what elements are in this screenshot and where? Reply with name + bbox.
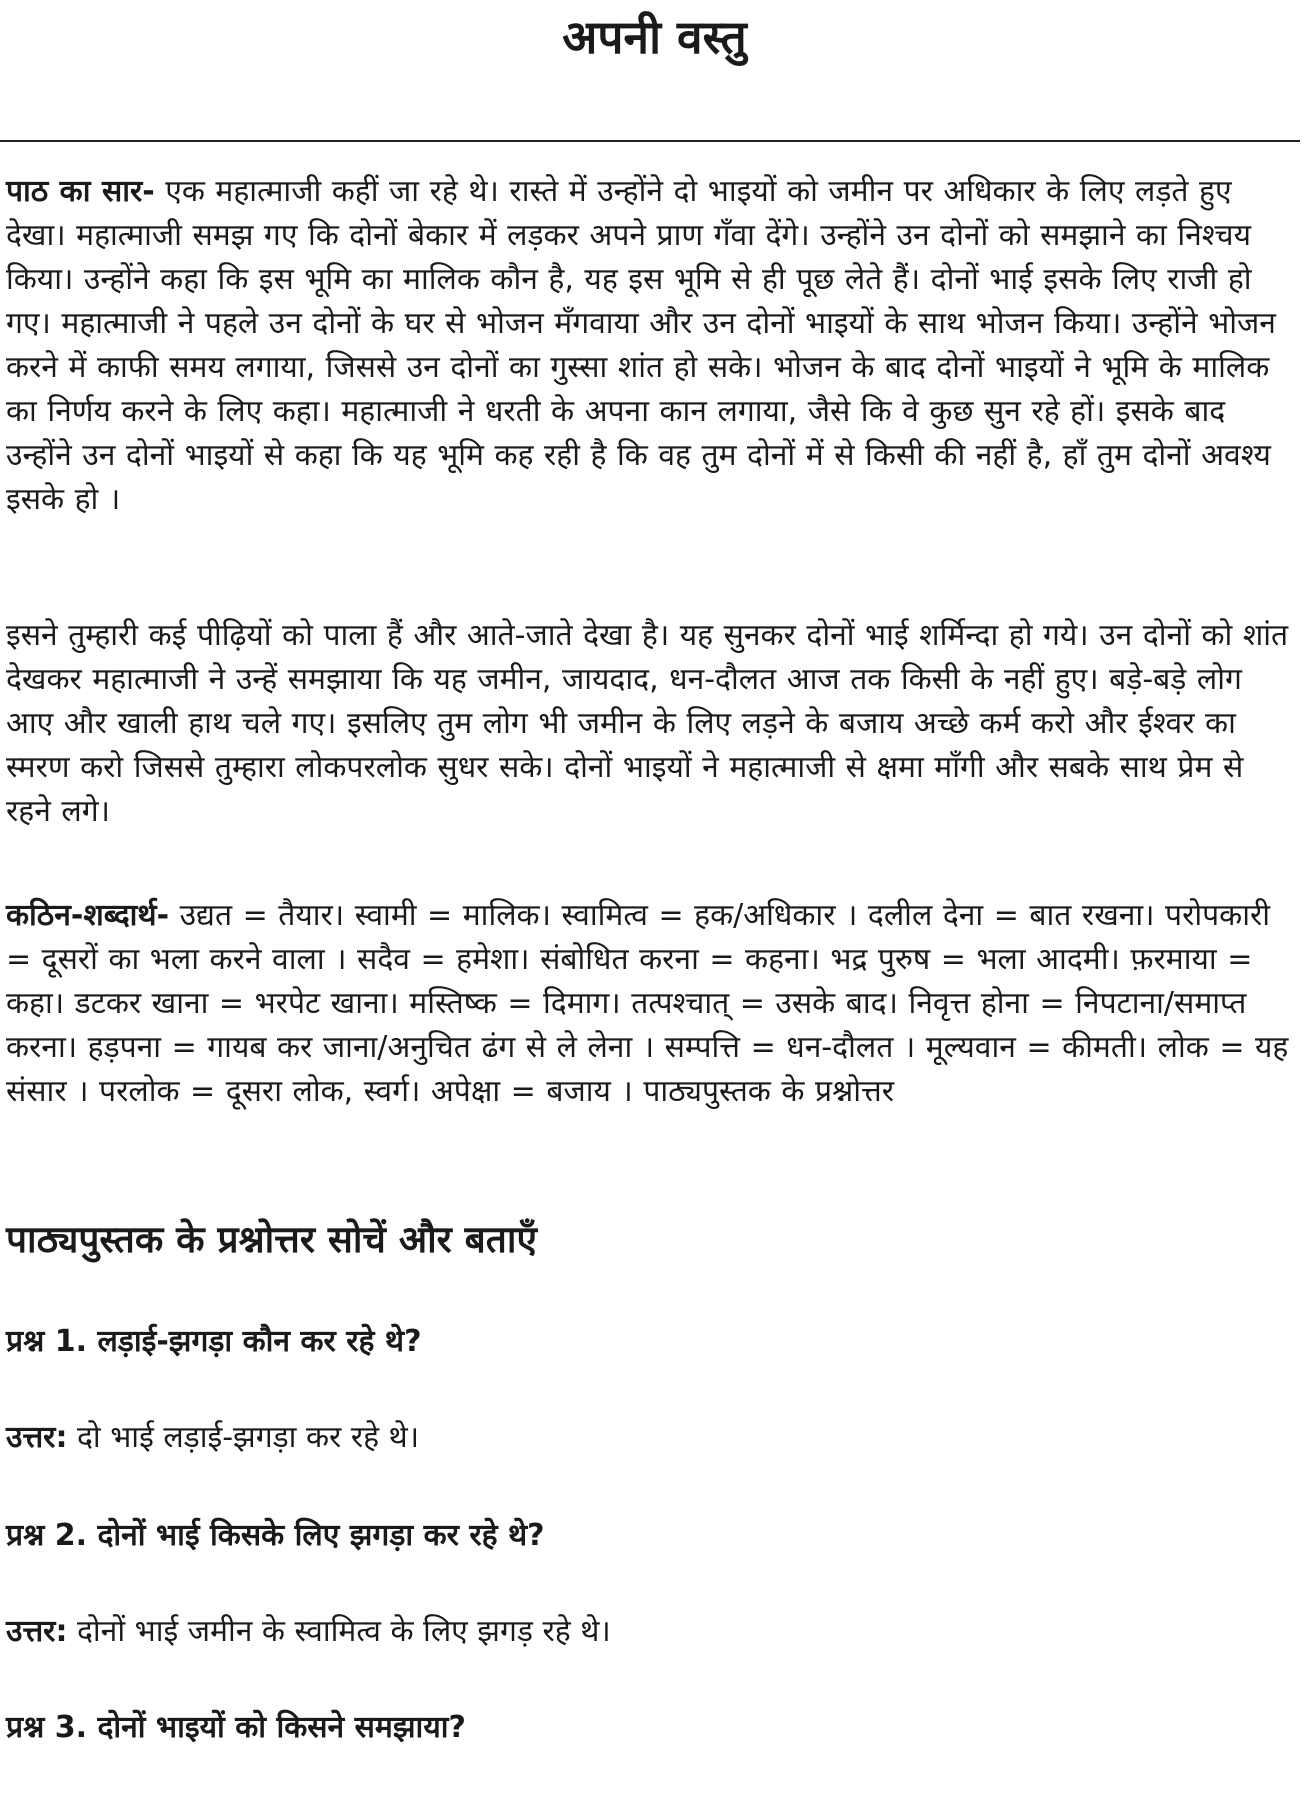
answer-2 xyxy=(6,1610,1296,1654)
summary-label: पाठ का सार- xyxy=(6,174,155,209)
answer-1-label: उत्तर: xyxy=(6,1420,68,1455)
answer-2-label: उत्तर: xyxy=(6,1614,68,1649)
title-divider xyxy=(0,140,1300,142)
glossary-text: उद्यत = तैयार। स्वामी = मालिक। स्वामित्व = हक/अधिकार । दलील देना = बात रखना। परोपकारी = दूसरों का भला करने वाला । सदैव = हमेशा। संबोधित करना = कहना। भद्र पुरुष = भला आदमी। फ़रमाया = कहा। डटकर खाना = भरपेट खाना। मस्तिष्क = दिमाग। तत्पश्चात् = उसके बाद। निवृत्त होना = निपटाना/समाप्त करना। हड़पना = गायब कर जाना/अनुचित ढंग से ले लेना । सम्पत्ति = धन-दौलत । मूल्यवान = कीमती। लोक = यह संसार । परलोक = दूसरा लोक, स्वर्ग। अपेक्षा = बजाय । पाठ्यपुस्तक के प्रश्नोत्तर xyxy=(6,898,1289,1109)
section-heading: पाठ्यपुस्तक के प्रश्नोत्तर सोचें और बताएँ xyxy=(6,1218,537,1261)
question-3: प्रश्न 3. दोनों भाइयों को किसने समझाया? xyxy=(6,1710,466,1745)
glossary-paragraph xyxy=(6,894,1296,1114)
answer-1 xyxy=(6,1416,1296,1460)
question-2: प्रश्न 2. दोनों भाई किसके लिए झगड़ा कर रहे थे? xyxy=(6,1518,545,1553)
answer-2-text: दोनों भाई जमीन के स्वामित्व के लिए झगड़ रहे थे। xyxy=(67,1614,611,1649)
page-title: अपनी वस्तु xyxy=(562,10,747,64)
glossary-label: कठिन-शब्दार्थ- xyxy=(6,898,170,933)
answer-1-text: दो भाई लड़ाई-झगड़ा कर रहे थे। xyxy=(67,1420,420,1455)
summary-paragraph-1 xyxy=(6,170,1296,522)
summary-paragraph-2: इसने तुम्हारी कई पीढ़ियों को पाला हैं और आते-जाते देखा है। यह सुनकर दोनों भाई शर्मिन्दा हो गये। उन दोनों को शांत देखकर महात्माजी ने उन्हें समझाया कि यह जमीन, जायदाद, धन-दौलत आज तक किसी के नहीं हुए। बड़े-बड़े लोग आए और खाली हाथ चले गए। इसलिए तुम लोग भी जमीन के लिए लड़ने के बजाय अच्छे कर्म करो और ईश्वर का स्मरण करो जिससे तुम्हारा लोकपरलोक सुधर सके। दोनों भाइयों ने महात्माजी से क्षमा माँगी और सबके साथ प्रेम से रहने लगे। xyxy=(6,618,1289,829)
question-1: प्रश्न 1. लड़ाई-झगड़ा कौन कर रहे थे? xyxy=(6,1324,422,1359)
summary-text-1: एक महात्माजी कहीं जा रहे थे। रास्ते में उन्होंने दो भाइयों को जमीन पर अधिकार के लिए लड़ते हुए देखा। महात्माजी समझ गए कि दोनों बेकार में लड़कर अपने प्राण गँवा देंगे। उन्होंने उन दोनों को समझाने का निश्चय किया। उन्होंने कहा कि इस भूमि का मालिक कौन है, यह इस भूमि से ही पूछ लेते हैं। दोनों भाई इसके लिए राजी हो गए। महात्माजी ने पहले उन दोनों के घर से भोजन मँगवाया और उन दोनों भाइयों के साथ भोजन किया। उन्होंने भोजन करने में काफी समय लगाया, जिससे उन दोनों का गुस्सा शांत हो सके। भोजन के बाद दोनों भाइयों ने भूमि के मालिक का निर्णय करने के लिए कहा। महात्माजी ने धरती के अपना कान लगाया, जैसे कि वे कुछ सुन रहे हों। इसके बाद उन्होंने उन दोनों भाइयों से कहा कि यह भूमि कह रही है कि वह तुम दोनों में से किसी की नहीं है, हाँ तुम दोनों अवश्य इसके हो । xyxy=(6,174,1276,517)
